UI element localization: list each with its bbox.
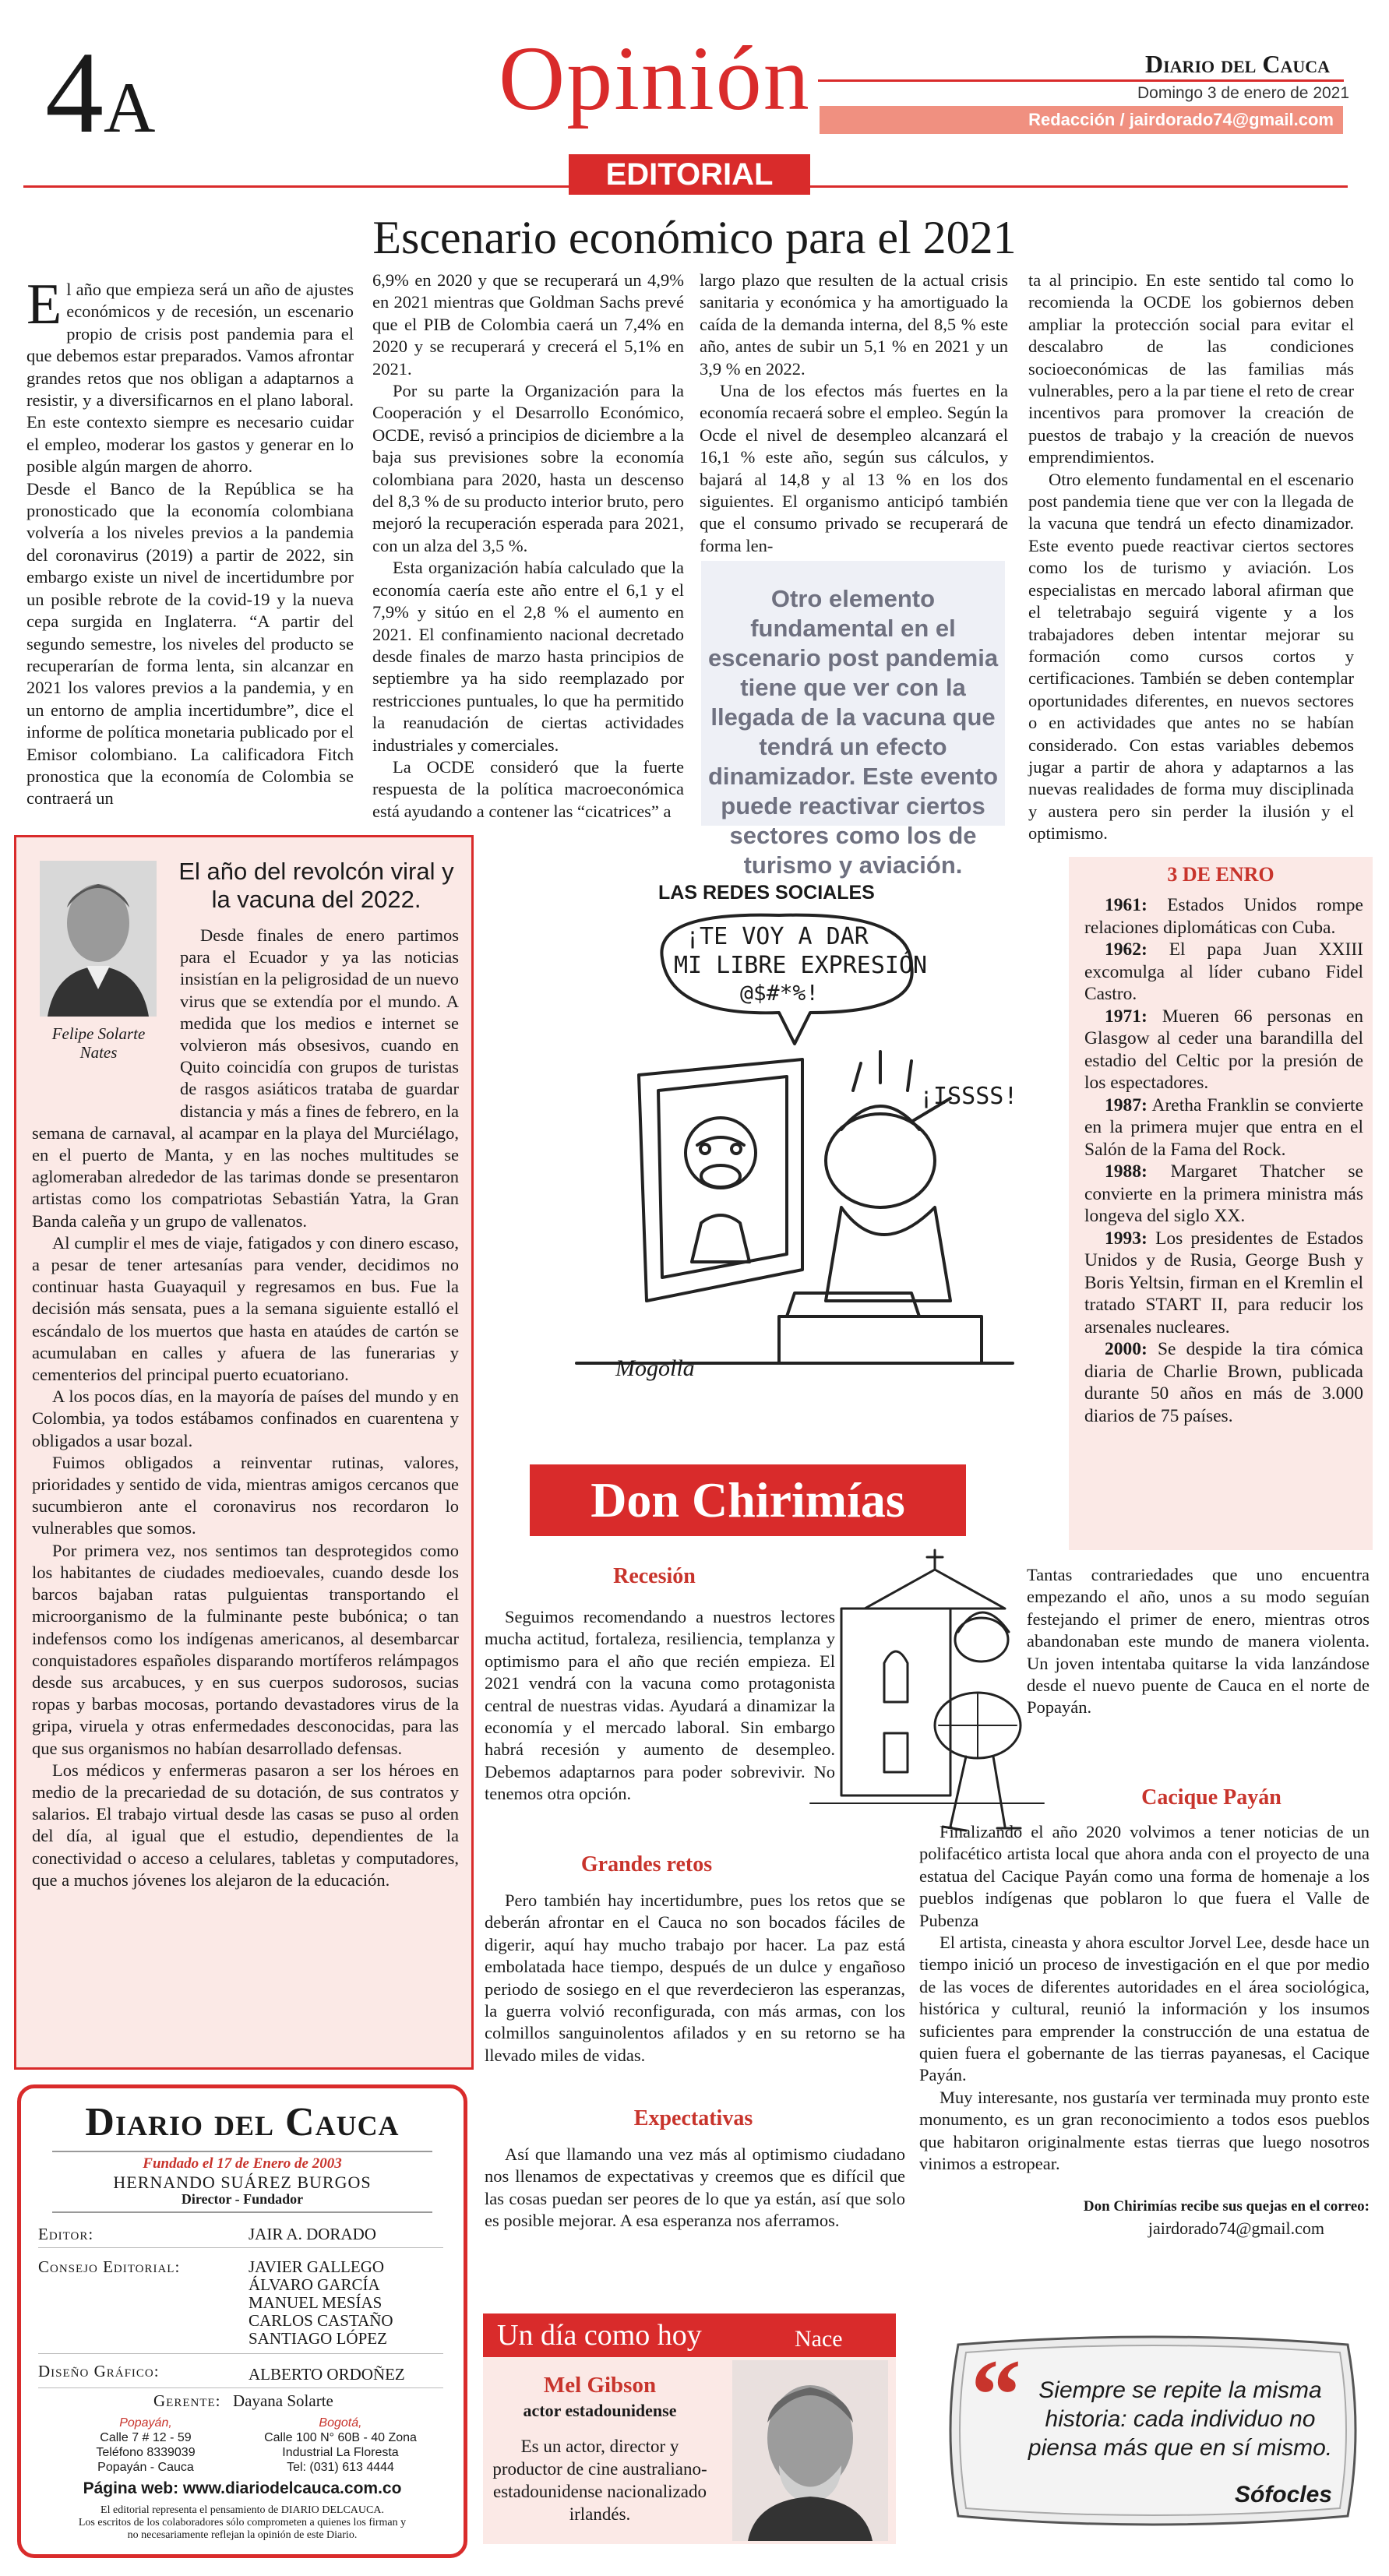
section-title: Opinión [499,27,811,129]
opinion-column-box [14,835,474,2070]
quote-mark-icon: “ [971,2339,1021,2451]
expect-body: Así que llamando una vez más al optimismo ciudadano nos llenamos de expectativas y creemos que es difícil que las cosas puedan ser peores de lo que ya están, así que solo es posible mejorar. A esa esperanza nos aferramos. [485,2144,905,2231]
undia-bio: Es un actor, director y productor de cine australiano-estadounidense nacionalizado irlandés. [492,2437,707,2524]
undia-photo [732,2360,888,2541]
cartoon [545,896,1044,1402]
gerente-label: Gerente: [153,2391,221,2410]
editorial-label: EDITORIAL [569,154,810,195]
issue-date: Domingo 3 de enero de 2021 [1137,84,1350,102]
editorial-col-2: 6,9% en 2020 y que se recuperará un 4,9% en 2021 mientras que Goldman Sachs prevé que el PIB de Colombia caerá un 7,4% en 2020 y se recuperará y crecerá el 5,1% en 2021. Por su parte la Organización para la Cooperación y el Desarrollo Económico, OCDE, revisó a principios de diciembre a la baja sus previsiones sobre la economía colombiana para 2020, hasta un descenso del 8,3 % de su producto interior bruto, pero mejoró la recuperación esperada para 2021, con un alza del 3,5 %. Esta organización había calculado que la economía caería este año entre el 6,1 y el 7,9% y sitúo en el 2,8 % el aumento en 2021. El confinamiento nacional decretado desde finales de marzo hasta principios de septiembre ya ha sido reemplazado por restricciones puntuales, lo que ha permitido la reanudación de ciertas actividades industriales y comerciales. La OCDE consideró que la fuerte respuesta de la política macroeconómica está ayudando a contener las “cicatrices” a [372,270,684,821]
efemeride-item: 1988: Margaret Thatcher se convierte en la primera ministra más longeva del siglo XX. [1084,1161,1363,1226]
efemerides-title: 3 DE ENRO [1167,863,1274,886]
undia-name: Mel Gibson [543,2373,657,2398]
column-title: El año del revolcón viral y la vacuna del 2022. [178,858,454,913]
speech-line-1: ¡TE VOY A DAR [686,923,869,950]
editorial-col-3: largo plazo que resulten de la actual crisis sanitaria y económica y ha amortiguado la caída de la demanda interna, del 8,5 % este año, antes de subir un 5,1 % en 2021 y un 3,9 % en 2022. Una de los efectos más fuertes en la economía recaerá sobre el empleo. Según la Ocde el nivel de desempleo alcanzará el 16,1 % este año, según sus cálculos, y bajará al 14,8 y al 13 % en los dos siguientes. El organismo anticipó también que el consumo privado se recuperará de forma len- [700,270,1008,555]
efemeride-item: 1961: Estados Unidos rompe relaciones diplomáticas con Cuba. [1084,895,1363,938]
drop-cap: E [26,273,62,337]
cartoon-signature: Mogolla [615,1355,695,1381]
quejas-email: jairdorado74@gmail.com [1148,2218,1324,2238]
efemeride-item: 1971: Mueren 66 personas en Glasgow al ceder una barandilla del estadio del Celtic por la presión de los espectadores. [1084,1006,1363,1093]
chirimias-illustration [810,1546,1044,1842]
staff-founder: HERNANDO SUÁREZ BURGOS [113,2173,372,2192]
expect-heading: Expectativas [633,2106,753,2130]
author-name: Felipe Solarte Nates [51,1024,146,1062]
masthead-small: Diario del Cauca [1145,50,1331,78]
undia-title: Un día como hoy [483,2313,896,2357]
cartoon-title: LAS REDES SOCIALES [658,882,875,904]
undia-nace: Nace [795,2326,843,2352]
consejo-label: Consejo Editorial: [38,2257,181,2276]
column-body: Desde finales de enero partimos para el Ecuador y ya las noticias insistían en la peligrosidad de un nuevo virus que se extendía por el mundo. A medida que los medios e internet se volvieron más obsesivos, cuando en Quito coincidía con grupos de turistas de rasgos asiáticos trataba de guardar distancia y más a fines de febrero, en la semana de carnaval, al acampar en la playa del Murciélago, en el puerto de Manta, y en las noches multitudes se aglomeraban alrededor de las tarimas donde se presentaron artistas como los compatriotas Sebastián Yatra, la Gran Banda caleña y un grupo de vallenatos. Al cumplir el mes de viaje, fatigados y con dinero escaso, a pesar de tener artesanías para vender, decidimos no continuar hasta Guayaquil y regresamos en bus. Fue la decisión más sensata, pues a la semana siguiente estalló el escándalo de los muertos que hasta en ataúdes de cartón se acumulaban en calles y afuera de las funerarias y cementerios del principal puerto ecuatoriano. A los pocos días, en la mayoría de países del mundo y en Colombia, ya todos estábamos confinados en cuarentena y obligados a usar bozal. Fuimos obligados a reinventar rutinas, valores, prioridades y sentido de vida, mientras amigos cercanos que sucumbieron ante el coronavirus nos recordaron lo vulnerables que somos. Por primera vez, nos sentimos tan desprotegidos como los habitantes de ciudades medioevales, cuando desde los barcos bajaban ratas pulguientas transportando el microorganismo de la fulminante peste bubónica; o tan indefensos como los indígenas americanos, al desembarcar conquistadores españoles disparando mortíferos relámpagos desde sus arcabuces, y en sus cuerpos sudorosos, sucias ropas y barbas mocosas, portando devastadores virus de la gripa, viruela y otras enfermedades desconocidas, para las que sus organismos no habían desarrollado defensas. Los médicos y enfermeras pasaron a ser los héroes en medio de la precariedad de su dotación, de sus contratos y salarios. El trabajo virtual desde las casas se puso al orden del día, al igual que el estudio, dependientes de la conectividad o acceso a celulares, tabletas y computadores, que a muchos jóvenes los alejaron de la educación. [32,925,459,1890]
editorial-headline: Escenario económico para el 2021 [372,212,1017,263]
drummer-church-icon [810,1546,1044,1842]
pull-quote: Otro elemento fundamental en el escenario post pandemia tiene que ver con la llegada de la vacuna que tendrá un efecto dinamizador. Este evento puede reactivar ciertos sectores como los de turismo y aviación. [701,561,1005,826]
efemeride-item: 1987: Aretha Franklin se convierte en la primera mujer que entra en el Salón de la Fama del Rock. [1084,1094,1363,1160]
editorial-col-1: El año que empieza será un año de ajustes económicos y de recesión, un escenario propio de crisis post pandemia para el que debemos estar preparados. Vamos afrontar grandes retos que nos obligan a adaptarnos a resistir, y a diversificarnos en el plano laboral. En este contexto siempre es necesario cuidar el empleo, moderar los gastos y generar en lo posible algún margen de ahorro. Desde el Banco de la República se ha pronosticado que la economía colombiana volvería a los niveles previos a la pandemia del coronavirus (2019) a partir de 2022, sin embargo existe un nivel de incertidumbre por un posible rebrote de la covid-19 y la nueva cepa surgida en Inglaterra. “A partir del segundo semestre, los niveles del producto se recuperarían de forma lenta, sin alcanzar en 2021 los valores previos a la pandemia, y en un entorno de amplia incertidumbre”, dice el informe de política monetaria publicado por el Emisor colombiano. La calificadora Fitch pronostica que la economía de Colombia se contraerá un [26,273,354,809]
chirimias-title: Don Chirimías [530,1464,966,1536]
contact-bar: Redacción / jairdorado74@gmail.com [820,106,1343,134]
efemeride-item: 1962: El papa Juan XXIII excomulga al líder cubano Fidel Castro. [1084,939,1363,1004]
undia-box [483,2357,896,2544]
diseno-label: Diseño Gráfico: [38,2362,160,2380]
web-link[interactable]: Página web: www.diariodelcauca.com.co [83,2479,402,2497]
page-suffix: A [104,68,156,147]
retos-heading: Grandes retos [580,1852,713,1876]
speech-line-2: MI LIBRE EXPRESIÓN [674,952,928,979]
quote-box [943,2329,1363,2532]
efemeride-item: 2000: Se despide la tira cómica diaria de Charlie Brown, publicada durante 50 años en más de 3.000 diarios de 75 países. [1084,1339,1363,1426]
consejo-list: JAVIER GALLEGO ÁLVARO GARCÍA MANUEL MESÍAS CARLOS CASTAÑO SANTIAGO LÓPEZ [249,2257,393,2348]
page-number: 4A [45,28,156,157]
quote-author: Sófocles [1234,2482,1332,2507]
efemeride-item: 1993: Los presidentes de Estados Unidos y de Rusia, George Bush y Boris Yeltsin, firman en el Kremlin el tratado START II, para reducir los arsenales nucleares. [1084,1228,1363,1337]
efemerides-box [1069,857,1373,1550]
cacique-body: Finalizando el año 2020 volvimos a tener noticias de un polifacético artista local que ahora anda con el proyecto de una estatua del Cacique Payán como una forma de homenaje a los pueblos indígenas que poblaron lo que fuera el Valle de Pubenza El artista, cineasta y ahora escultor Jorvel Lee, desde hace un tiempo inició un proceso de investigación en el que por medio de las voces de diferentes autoridades en el área sociológica, histórica y cultural, reunió la información y los insumos suficientes para emprender la construcción de una estatua de quien fuera el gobernante de las tierras payanesas, el Cacique Payán. Muy interesante, nos gustaría ver terminada muy pronto este monumento, es un gran reconocimiento a todos esos pueblos que habitaron originalmente estas tierras que luego nosotros vinimos a estropear. [919,1822,1370,2174]
staff-founder-role: Director - Fundador [181,2191,304,2207]
editorial-col-4: ta al principio. En este sentido tal como lo recomienda la OCDE los gobiernos deben ampliar la protección social para evitar el descalabro de las condiciones socioeconómicas de las familias más vulnerables, pero a la par tiene el reto de crear incentivos para promover la creación de puestos de trabajo y la creación de nuevos emprendimientos. Otro elemento fundamental en el escenario post pandemia tiene que ver con la llegada de la vacuna que tendrá un efecto dinamizador. Este evento puede reactivar ciertos sectores como los de turismo y aviación. Los especialistas en mercado laboral afirman que el teletrabajo seguirá vigente y a los trabajadores deben intentar mejorar su formación como cursos cortos y certificaciones. También se deben contemplar oportunidades diferentes, en nuevos sectores o en actividades que antes no se habían considerado. Con estas variables debemos jugar a partir de ahora y adaptarnos a las nuevas realidades de forma muy disciplinada y austera pero sin perder la ilusión y el optimismo. [1028,270,1354,844]
staff-logo: Diario del Cauca [85,2100,400,2144]
recesion-heading: Recesión [613,1564,696,1588]
disclaimer: El editorial representa el pensamiento de DIARIO DELCAUCA. Los escritos de los colaboradores sólo comprometen a quienes los firman y no necesariamente reflejan la opinión de este Diario. [78,2504,407,2541]
speech-line-3: @$#*%! [740,980,820,1006]
staff-founded: Fundado el 17 de Enero de 2003 [143,2155,342,2172]
gerente-name: Dayana Solarte [233,2391,333,2410]
portrait-icon [732,2360,888,2541]
quote-text: Siempre se repite la misma historia: cada individuo no piensa más que en sí mismo. [1028,2377,1333,2461]
editor-name: JAIR A. DORADO [249,2225,376,2243]
quejas-label: Don Chirimías recibe sus quejas en el correo: [1083,2198,1370,2215]
efemerides-list [1084,894,1363,1427]
recesion-body: Seguimos recomendando a nuestros lectores mucha actitud, fortaleza, resiliencia, templanza y optimismo para el año que recién empieza. El 2021 vendrá con la vacuna como protagonista central de nuestras vidas. Ayudará a dinamizar la economía y el mercado laboral. Sin embargo habrá recesión y aumento de desempleo. Debemos adaptarnos para poder sobrevivir. No tenemos otra opción. [485,1607,835,1804]
cacique-heading: Cacique Payán [1141,1785,1281,1810]
retos-body: Pero también hay incertidumbre, pues los retos que se deberán afrontar en el Cauca no son bocados fáciles de digerir, aquí hay mucho trabajo por hacer. La paz está embolatada hace tiempo, después de un dulce y engañoso periodo de sosiego en el que reverdecieron las esperanzas, la guerra volvió reconfigurada, con más armas, con los colmillos sanguinolentos afilados y en su retorno se ha llevado miles de vidas. [485,1891,905,2065]
staff-box [17,2084,467,2558]
popayan-block: Popayán, Calle 7 # 12 - 59 Teléfono 8339039 Popayán - Cauca [96,2416,196,2474]
editor-label: Editor: [38,2225,94,2243]
diseno-name: ALBERTO ORDOÑEZ [249,2365,405,2384]
tantas-body: Tantas contrariedades que uno encuentra empezando el año, unos a su modo seguían festejando el primer de enero, mientras otros abandonaban este mundo de manera violenta. Un joven intentaba quitarse la vida lanzándose desde el nuevo puente de Cauca en el norte de Popayán. [1027,1565,1370,1718]
bogota-block: Bogotá, Calle 100 N° 60B - 40 Zona Industrial La Floresta Tel: (031) 613 4444 [264,2416,417,2474]
undia-nationality: actor estadounidense [523,2401,677,2420]
speech-hiss: ¡ISSSS! [919,1083,1018,1110]
